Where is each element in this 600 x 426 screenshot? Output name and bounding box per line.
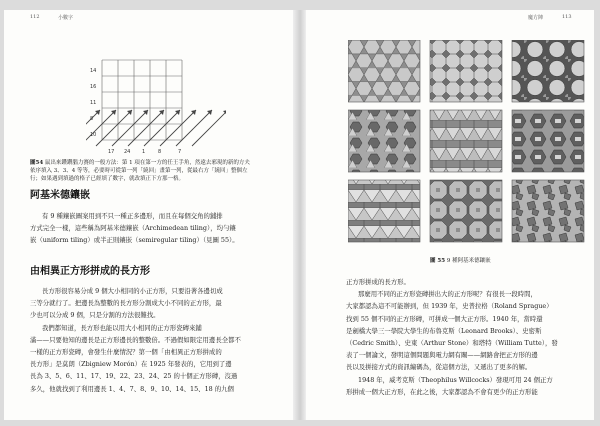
caption-text: 9 種阿基米德鑲嵌 [446, 258, 491, 264]
section-heading-archimedean: 阿基米德鑲嵌 [30, 190, 90, 201]
paragraph-archimedean [30, 210, 292, 247]
diagonal-arrow [144, 110, 180, 146]
diagonal-arrow [160, 110, 196, 146]
diagram-left-labels [90, 68, 96, 138]
diagram-bottom-labels [108, 149, 161, 155]
text-line: 方式完全一樣，這些稱為阿基米德鑲嵌（Archimedean tiling），均勻鑲 [30, 224, 236, 233]
paragraph-squared-rectangles [30, 285, 292, 395]
tilings-grid [348, 40, 584, 242]
right-page-number: 113 [562, 14, 572, 20]
book-gutter [293, 10, 306, 420]
text-line: 那麼用不同的正方形瓷磚拼出大的正方形呢？有很長一段時間， [358, 290, 537, 299]
diagram-label: 1 [142, 149, 146, 155]
caption-line: 行；如果遇到填過的格子已經填了數字，就改填正下方那一格。 [30, 176, 185, 182]
figure-55-caption [430, 257, 491, 265]
text-line: 有 9 種鑲嵌圖案用到不只一種正多邊形，而且在每個交角的鋪排 [42, 212, 223, 220]
tiling-panel [512, 180, 584, 242]
diagram-label: 8 [90, 116, 94, 122]
diagram-label: 16 [90, 84, 97, 90]
diagram-label: 24 [124, 149, 131, 155]
text-line: 是劍橋大學三一學院大學生的布魯克斯（Leonard Brooks）、史密斯 [346, 326, 542, 335]
left-page-number: 112 [30, 14, 40, 20]
diagram-corner-label: 7 [178, 149, 182, 155]
diagram-label: 10 [90, 132, 97, 138]
text-line: 我們都知道，長方形也能以用大小相同的正方形瓷磚來鋪 [42, 323, 202, 332]
left-running-head: 小數字 [58, 15, 74, 21]
text-line: 大家都認為這不可能辦到，但 1939 年，史普拉格（Roland Sprague） [346, 302, 553, 311]
text-line: 多久，他就找到了利用邊長 1、4、7、8、9、10、14、15、18 的九個 [30, 384, 234, 393]
tiling-panel [512, 40, 584, 102]
caption-line: 鼠出來鑽鑽腦力賽的一般方法：第 1 項在第一方的任王手角，然遠去邪現的新的方夫 [44, 160, 250, 166]
text-line: 少也可以分成 9 個，只是分割的方法很難找。 [30, 311, 160, 320]
tiling-panel [348, 40, 420, 102]
text-line: 找到 55 個不同的正方形磚，可拼成一個大正方形。1940 年，當時還 [346, 314, 543, 323]
text-line: 正方形拼成的長方形。 [346, 278, 410, 286]
tiling-panel [430, 110, 502, 172]
tiling-panel [512, 110, 584, 172]
text-line: 長以及拼接方式的資訊編碼為，從這個方法，又遞出了更多的解。 [346, 363, 532, 372]
text-line: 長為 3、5、6、11、17、19、22、23、24、25 的十個正方形磚，沒過 [30, 372, 238, 381]
text-line: 長方形」是莫朗（Zbigniew Morón）在 1925 年發表的，它用到了邊 [30, 360, 232, 369]
text-line: 一樣的正方形瓷磚，會發生什麼情況？第一個「由相異正方形拼成的 [30, 348, 222, 357]
caption-label: 圖54 [30, 160, 44, 166]
diagram-label: 8 [158, 149, 162, 155]
text-line: （Cedric Smith）、史東（Arthur Stone）和塔特（William Tutte），發 [346, 339, 558, 348]
diagonal-arrow [192, 110, 226, 146]
diagram-arrows [86, 110, 226, 146]
tiling-panel [348, 110, 420, 172]
text-line: 1948 年，威考克斯（Theophilus Willcocks）發現可用 24 個正方 [358, 375, 553, 384]
diagonal-arrow [128, 110, 164, 146]
text-line: 形拼成一個大正方形，在此之後，大家都認為不會有更少的正方形能 [346, 387, 538, 396]
right-running-head: 魔方陣 [528, 15, 544, 21]
diagonal-arrow [176, 110, 212, 146]
text-line: 長方形很容易分成 9 個大小相同的小正方形，只要沿著各邊切成 [42, 287, 223, 295]
magic-square-diagram [86, 38, 226, 158]
text-line: 三等分就行了。把邊長為整數的長方形分割成大小不同的正方形，最 [30, 299, 222, 308]
section-heading-squared-rectangles: 由相異正方形拼成的長方形 [30, 266, 150, 277]
figure-54-caption [30, 159, 280, 183]
diagram-label: 17 [108, 149, 115, 155]
text-line: 滿——只要他知的邊長是正方形邊長的整數倍。不過假如限定用邊長全都不 [30, 335, 241, 344]
caption-label: 圖 55 [430, 258, 446, 264]
diagram-label: 14 [90, 68, 97, 74]
diagonal-arrow [96, 110, 132, 146]
right-page-body [346, 276, 588, 398]
tiling-panel [430, 40, 502, 102]
text-line: 表了一個論文，發明這個問題與電力網有關——網路會把正方形的邊 [346, 351, 538, 360]
tiling-panel [348, 180, 420, 242]
tiling-panel [430, 180, 502, 242]
diagram-label: 11 [90, 100, 97, 106]
diagonal-arrow [112, 110, 148, 146]
archimedean-tilings-figure [348, 40, 588, 250]
caption-line: 依序填入 3、3、4 等等，必要時可從第一列「繞回」畫第一列，從最右方「繞回」整個左 [30, 168, 248, 174]
text-line: 嵌（uniform tiling）或半正則鑲嵌（semiregular tiling）（見圖 55）。 [30, 236, 239, 245]
